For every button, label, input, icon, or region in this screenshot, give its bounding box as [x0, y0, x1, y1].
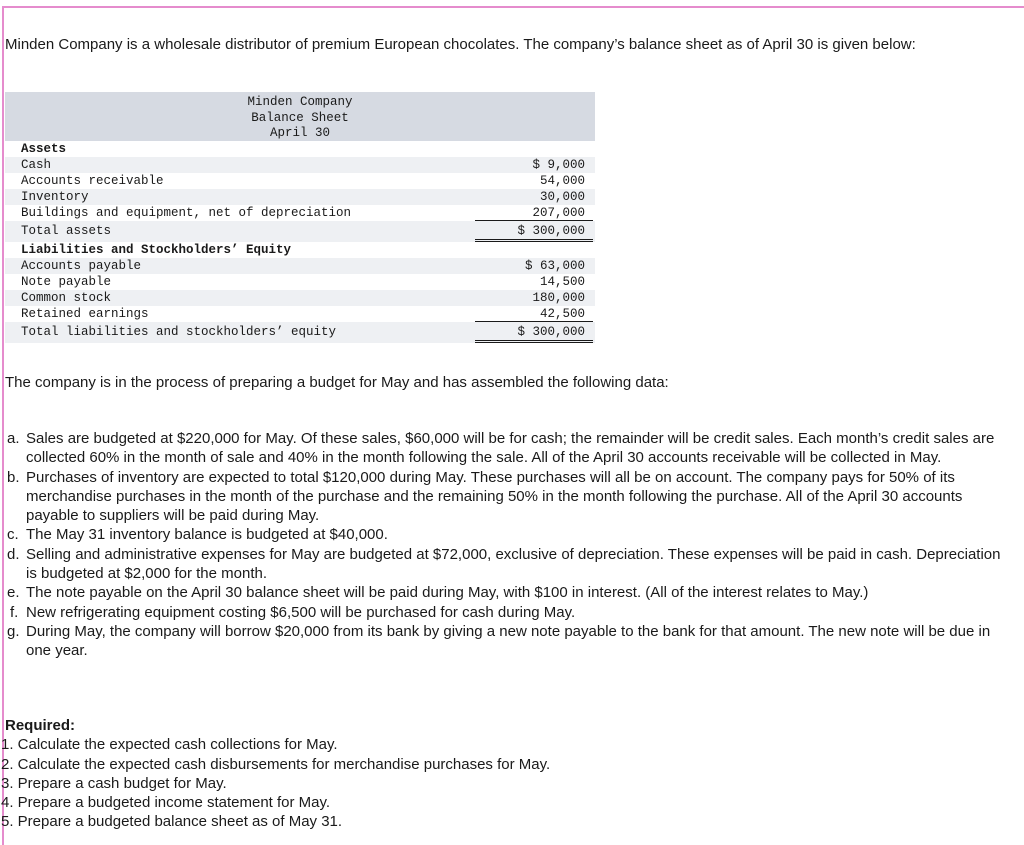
- row-amount: 30,000: [539, 190, 585, 204]
- row-label: Total assets: [21, 224, 112, 238]
- item-marker: d.: [7, 545, 20, 563]
- required-item: 4. Prepare a budgeted income statement for May.: [1, 794, 331, 812]
- item-text: Sales are budgeted at $220,000 for May. Of these sales, $60,000 will be for cash; the remainder will be credit sales. Each month’s credit sales are collected 60% in the month of sale and 40% in the month following the sale. All of the April 30 accounts receivable will be collected in May.: [26, 430, 995, 467]
- row-label: Cash: [21, 158, 52, 172]
- item-text: Selling and administrative expenses for May are budgeted at $72,000, exclusive of depreciation. These expenses will be paid in cash. Depreciation is budgeted at $2,000 for the month.: [26, 545, 1001, 583]
- required-item: 5. Prepare a budgeted balance sheet as of May 31.: [1, 813, 343, 831]
- total-liabilities-row: [5, 322, 595, 343]
- row-amount: 54,000: [539, 174, 585, 188]
- required-item: 1. Calculate the expected cash collections for May.: [1, 736, 338, 754]
- list-item: [5, 525, 1005, 544]
- liabilities-heading-row: [5, 242, 595, 258]
- row-label: Accounts payable: [21, 259, 142, 273]
- balance-sheet: [5, 92, 595, 343]
- frame-left-border: [2, 6, 4, 845]
- row-label: Common stock: [21, 291, 112, 305]
- list-item: [5, 429, 1005, 468]
- list-item: [5, 468, 1005, 526]
- item-marker: g.: [7, 622, 20, 640]
- row-label: Note payable: [21, 275, 112, 289]
- list-item: [5, 583, 1005, 602]
- table-row: [5, 189, 595, 205]
- table-row: [5, 258, 595, 274]
- row-label: Accounts receivable: [21, 174, 164, 188]
- assets-heading: Assets: [21, 142, 67, 156]
- row-amount: 207,000: [532, 206, 585, 220]
- item-text: The May 31 inventory balance is budgeted at $40,000.: [26, 526, 388, 544]
- row-label: Buildings and equipment, net of depreciation: [21, 206, 352, 220]
- frame-top-border: [2, 6, 1024, 8]
- item-text: New refrigerating equipment costing $6,500 will be purchased for cash during May.: [26, 603, 576, 621]
- balance-sheet-header: [5, 92, 595, 141]
- required-title: Required:: [5, 717, 76, 734]
- required-item: 2. Calculate the expected cash disbursements for merchandise purchases for May.: [1, 755, 551, 773]
- item-text: Purchases of inventory are expected to total $120,000 during May. These purchases will all be on account. The company pays for 50% of its merchandise purchases in the month of the purchase and the remaining 50% in the month following the purchase. All of the April 30 accounts payable to suppliers will be paid during May.: [26, 468, 963, 525]
- item-marker: b.: [7, 468, 20, 486]
- item-text: The note payable on the April 30 balance sheet will be paid during May, with $100 in interest. (All of the interest relates to May.): [26, 584, 869, 602]
- table-row: [5, 173, 595, 189]
- statement-title: Balance Sheet: [251, 111, 349, 125]
- row-label: Total liabilities and stockholders’ equity: [21, 325, 337, 339]
- item-text: During May, the company will borrow $20,000 from its bank by giving a new note payable to the bank for that amount. The new note will be due in one year.: [26, 622, 991, 660]
- row-amount: $ 63,000: [524, 259, 585, 273]
- table-row: [5, 157, 595, 173]
- total-double-rule: [475, 340, 593, 343]
- item-marker: c.: [7, 526, 19, 544]
- table-row: [5, 290, 595, 306]
- statement-date: April 30: [269, 126, 330, 140]
- table-row: [5, 306, 595, 322]
- table-row: [5, 274, 595, 290]
- row-amount: 42,500: [539, 307, 585, 321]
- row-amount: $ 9,000: [532, 158, 585, 172]
- company-name: Minden Company: [247, 95, 353, 109]
- row-amount: $ 300,000: [517, 224, 585, 238]
- list-item: [5, 545, 1005, 584]
- row-amount: $ 300,000: [517, 325, 585, 339]
- process-text: The company is in the process of preparing a budget for May and has assembled the following data:: [5, 374, 669, 391]
- required-item: 3. Prepare a cash budget for May.: [1, 774, 227, 792]
- row-amount: 180,000: [532, 291, 585, 305]
- item-marker: f.: [10, 603, 19, 621]
- assets-heading-row: [5, 141, 595, 157]
- required-section: [1, 716, 905, 832]
- row-label: Inventory: [21, 190, 89, 204]
- item-marker: e.: [7, 584, 20, 602]
- row-label: Retained earnings: [21, 307, 149, 321]
- liabilities-heading: Liabilities and Stockholders’ Equity: [21, 243, 292, 257]
- total-assets-row: [5, 221, 595, 242]
- table-row: [5, 205, 595, 221]
- list-item: [5, 603, 1005, 622]
- row-amount: 14,500: [539, 275, 585, 289]
- intro-text: Minden Company is a wholesale distributor of premium European chocolates. The company’s balance sheet as of April 30 is given below:: [5, 36, 916, 53]
- item-marker: a.: [7, 430, 20, 447]
- data-list: [5, 429, 1005, 661]
- list-item: [5, 622, 1005, 661]
